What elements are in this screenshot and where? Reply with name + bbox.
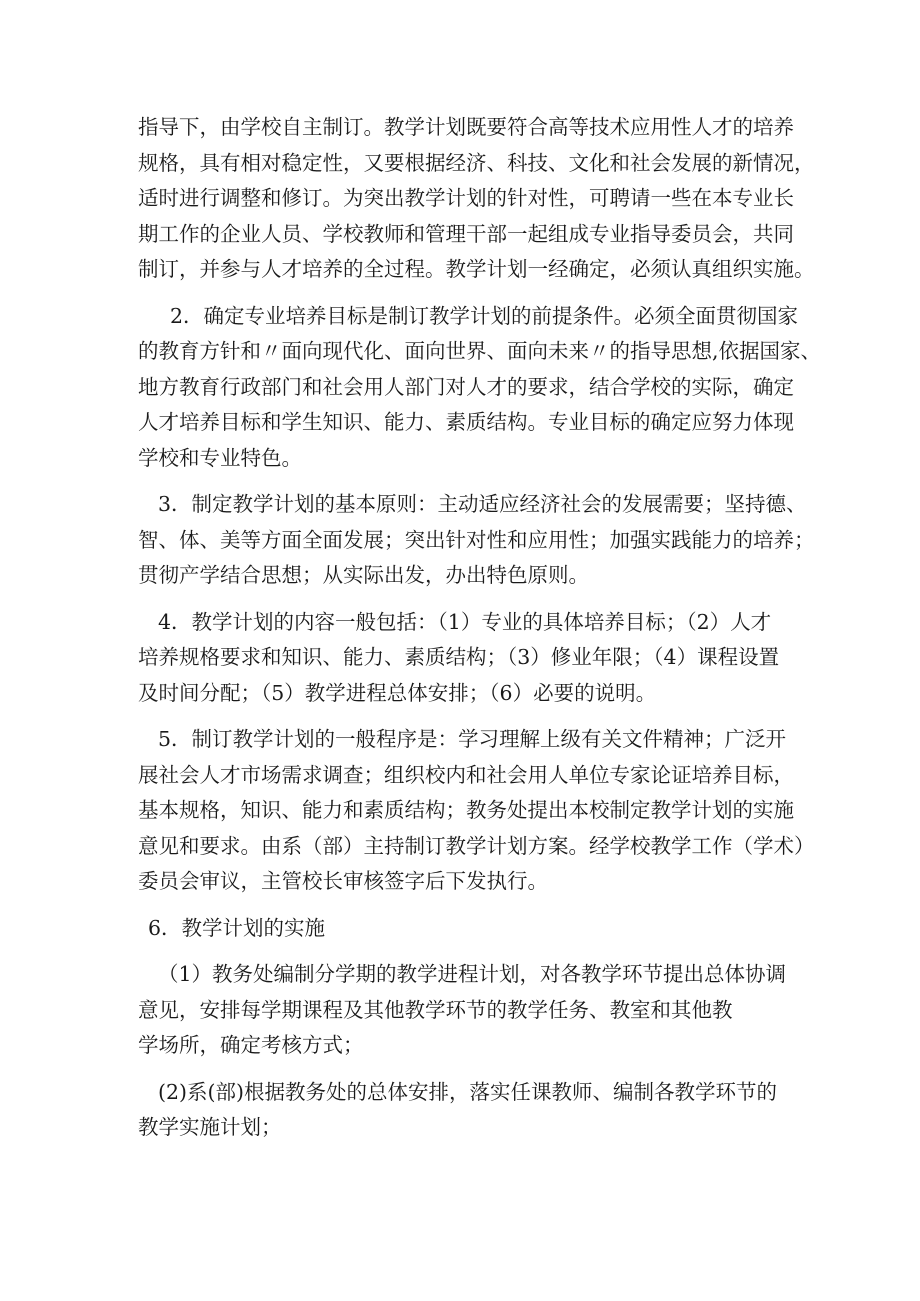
text-line: 意见和要求。由系（部）主持制订教学计划方案。经学校教学工作（学术） bbox=[138, 833, 815, 858]
text-line: 4．教学计划的内容一般包括：（1）专业的具体培养目标；（2）人才 bbox=[158, 609, 772, 634]
text-line: 6．教学计划的实施 bbox=[148, 915, 326, 940]
paragraph-subitem-1 bbox=[138, 957, 798, 1064]
document-body bbox=[138, 110, 822, 1157]
text-line: 展社会人才市场需求调查；组织校内和社会用人单位专家论证培养目标， bbox=[138, 762, 794, 787]
text-line: 2．确定专业培养目标是制订教学计划的前提条件。必须全面贯彻国家 bbox=[170, 303, 799, 328]
paragraph-continuation bbox=[138, 110, 815, 288]
text-line: 期工作的企业人员、学校教师和管理干部一起组成专业指导委员会，共同 bbox=[138, 221, 794, 246]
paragraph-item-6-heading bbox=[138, 911, 798, 947]
text-line: 及时间分配；（5）教学进程总体安排；（6）必要的说明。 bbox=[138, 680, 657, 705]
text-line: 指导下，由学校自主制订。教学计划既要符合高等技术应用性人才的培养 bbox=[138, 115, 794, 139]
text-line: 智、体、美等方面全面发展；突出针对性和应用性；加强实践能力的培养； bbox=[138, 527, 815, 552]
text-line: 培养规格要求和知识、能力、素质结构；（3）修业年限；（4）课程设置 bbox=[138, 645, 780, 669]
paragraph-item-3 bbox=[138, 487, 815, 594]
text-line: 教学实施计划； bbox=[138, 1115, 282, 1139]
text-line: 基本规格，知识、能力和素质结构；教务处提出本校制定教学计划的实施 bbox=[138, 798, 794, 822]
text-line: 规格，具有相对稳定性，又要根据经济、科技、文化和社会发展的新情况， bbox=[138, 150, 815, 175]
text-line: 制订，并参与人才培养的全过程。教学计划一经确定，必须认真组织实施。 bbox=[138, 257, 815, 281]
text-line: （1）教务处编制分学期的教学进程计划，对各教学环节提出总体协调 bbox=[158, 962, 787, 986]
text-line: 适时进行调整和修订。为突出教学计划的针对性，可聘请一些在本专业长 bbox=[138, 186, 794, 210]
text-line: 学校和专业特色。 bbox=[138, 445, 302, 470]
paragraph-item-5 bbox=[138, 722, 815, 900]
paragraph-item-4 bbox=[138, 605, 798, 712]
paragraph-item-2 bbox=[138, 299, 822, 477]
text-line: 人才培养目标和学生知识、能力、素质结构。专业目标的确定应努力体现 bbox=[138, 410, 794, 434]
paragraph-subitem-2 bbox=[138, 1075, 798, 1146]
text-line: 委员会审议，主管校长审核签字后下发执行。 bbox=[138, 869, 548, 893]
text-line: 学场所，确定考核方式； bbox=[138, 1033, 364, 1057]
text-line: 的教育方针和〃面向现代化、面向世界、面向未来〃的指导思想,依据国家、 bbox=[138, 339, 822, 363]
text-line: 地方教育行政部门和社会用人部门对人才的要求，结合学校的实际，确定 bbox=[138, 374, 794, 399]
text-line: 意见，安排每学期课程及其他教学环节的教学任务、教室和其他教 bbox=[138, 997, 733, 1022]
text-line: 5．制订教学计划的一般程序是：学习理解上级有关文件精神；广泛开 bbox=[158, 727, 787, 751]
text-line: 3．制定教学计划的基本原则：主动适应经济社会的发展需要；坚持德、 bbox=[158, 492, 807, 516]
text-line: 贯彻产学结合思想；从实际出发，办出特色原则。 bbox=[138, 563, 589, 587]
text-line: (2)系(部)根据教务处的总体安排，落实任课教师、编制各教学环节的 bbox=[158, 1079, 778, 1104]
